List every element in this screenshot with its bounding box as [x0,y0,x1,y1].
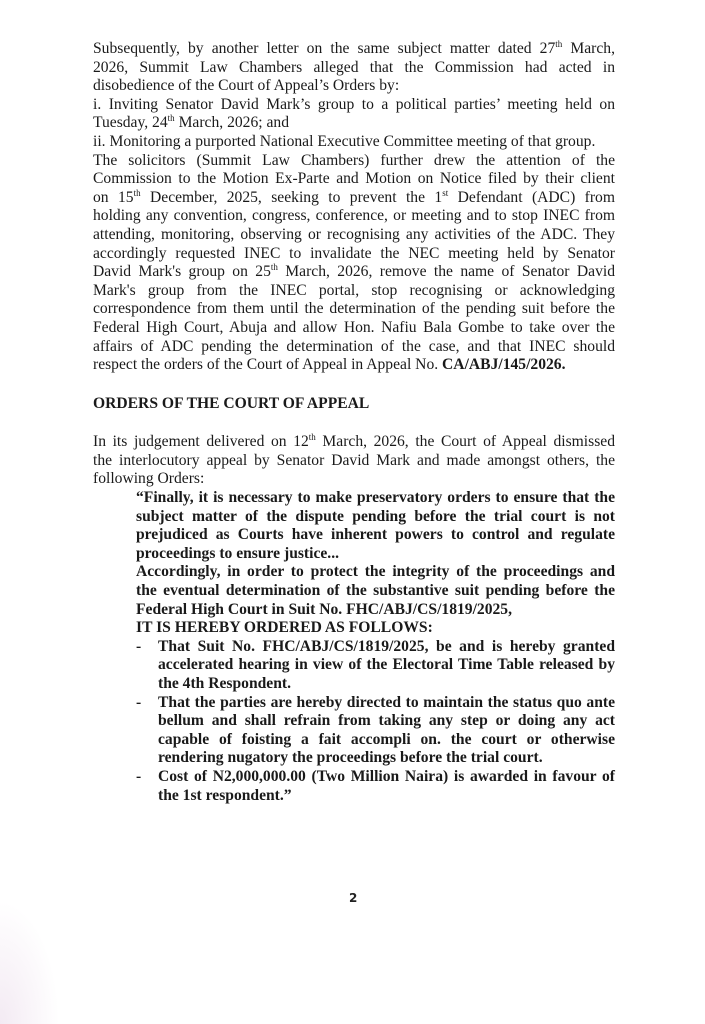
paragraph-solicitors-request [93,152,615,375]
order-line: capable of foisting a fait accompli on. the court or otherwise [158,730,615,748]
text-line: disobedience of the Court of Appeal’s Orders by: [93,77,400,95]
text-line: on 15th December, 2025, seeking to prevent the 1st Defendant (ADC) from [93,187,615,206]
text-line: 2026, Summit Law Chambers alleged that the Commission had acted in [93,58,615,76]
order-line: the 1st respondent.” [158,786,292,804]
quote-line: subject matter of the dispute pending before the trial court is not [136,507,615,525]
list-item-ii: ii. Monitoring a purported National Executive Committee meeting of that group. [93,132,596,150]
order-line: That Suit No. FHC/ABJ/CS/1819/2025, be and is hereby granted [158,637,615,655]
text-line: Commission to the Motion Ex-Parte and Motion on Notice filed by their client [93,170,615,188]
text-line: Mark's group from the INEC portal, stop recognising or acknowledging [93,281,615,299]
quote-line: the eventual determination of the substantive suit pending before the [136,582,615,600]
list-item-i: i. Inviting Senator David Mark’s group to a political parties’ meeting held on [93,95,615,113]
section-heading: ORDERS OF THE COURT OF APPEAL [93,394,370,412]
order-item [136,768,615,805]
text-line: following Orders: [93,470,205,488]
bullet-dash: - [136,693,142,711]
text-line: Federal High Court, Abuja and allow Hon. Nafiu Bala Gombe to take over the [93,318,615,336]
ordered-heading: IT IS HEREBY ORDERED AS FOLLOWS: [136,619,433,637]
text-line: The solicitors (Summit Law Chambers) further drew the attention of the [93,151,615,169]
order-line: That the parties are hereby directed to maintain the status quo ante [158,693,615,711]
order-item [136,694,615,768]
order-line: the 4th Respondent. [158,675,291,692]
order-line: accelerated hearing in view of the Electoral Time Table released by [158,656,615,674]
text-line: accordingly requested INEC to invalidate the NEC meeting held by Senator [93,244,615,262]
quote-line: Federal High Court in Suit No. FHC/ABJ/CS/1819/2025, [136,600,513,618]
text-line: attending, monitoring, observing or recognising any activities of the ADC. They [93,225,615,243]
text-line: David Mark's group on 25th March, 2026, remove the name of Senator David [93,262,615,281]
list-item-i-continued: Tuesday, 24th March, 2026; and [93,113,289,132]
quote-line: prejudiced as Courts have inherent powers to control and regulate [136,526,615,544]
orders-list [136,638,615,805]
court-order-quote [136,489,615,805]
appeal-number: CA/ABJ/145/2026. [442,356,566,374]
order-line: bellum and shall refrain from taking any step or doing any act [158,712,615,730]
text-line: holding any convention, congress, conference, or meeting and to stop INEC from [93,207,615,225]
document-body [93,40,615,805]
order-line: Cost of N2,000,000.00 (Two Million Naira) is awarded in favour of [158,767,615,785]
paragraph-judgement [93,433,615,489]
text-line: respect the orders of the Court of Appeal in Appeal No. CA/ABJ/145/2026. [93,356,566,374]
quote-line: Accordingly, in order to protect the integrity of the proceedings and [136,563,615,581]
text-line: affairs of ADC pending the determination of the case, and that INEC should [93,337,615,355]
quote-line: “Finally, it is necessary to make preservatory orders to ensure that the [136,489,615,507]
order-line: rendering nugatory the proceedings before the trial court. [158,749,543,767]
text-line: Subsequently, by another letter on the same subject matter dated 27th March, [93,39,615,57]
text-line: correspondence from them until the determination of the pending suit before the [93,300,615,318]
bullet-dash: - [136,637,142,655]
page-edge-tint [0,900,60,1024]
order-item [136,638,615,694]
paragraph-letter-27-march [93,40,615,152]
text-line: the interlocutory appeal by Senator David Mark and made amongst others, the [93,451,615,469]
quote-line: proceedings to ensure justice... [136,544,339,562]
bullet-dash: - [136,767,142,785]
text-line: In its judgement delivered on 12th March, 2026, the Court of Appeal dismissed [93,432,615,451]
page-number: 2 [349,891,358,905]
